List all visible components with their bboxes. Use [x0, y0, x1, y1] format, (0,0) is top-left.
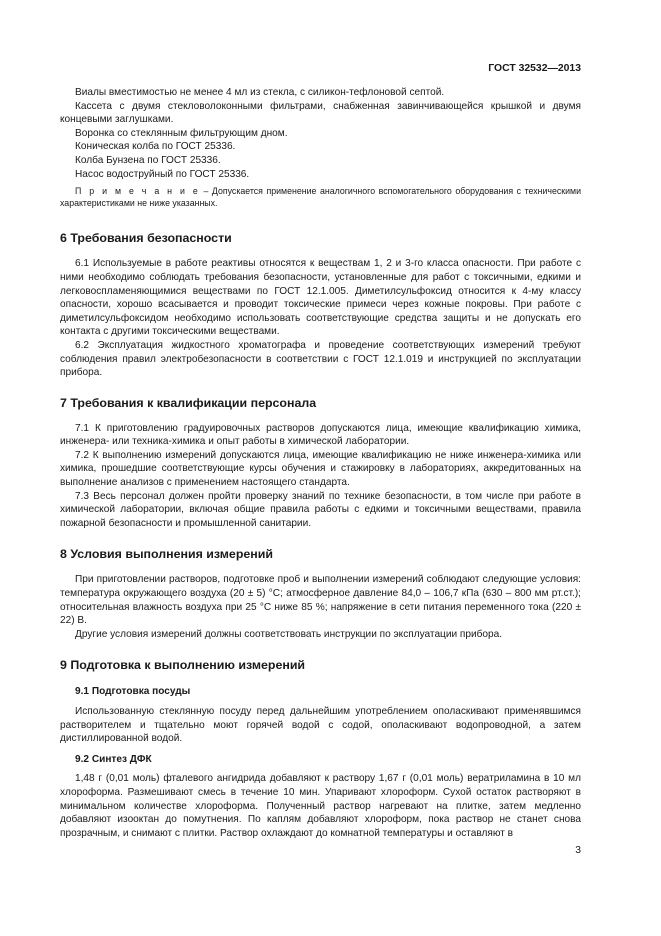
paragraph-6-2: 6.2 Эксплуатация жидкостного хроматографа и проведение соответствующих измерений требуют соблюдения правил электробезопасности в соответствии с ГОСТ 12.1.019 и инструкцией по эксплуатации прибора.	[60, 339, 581, 379]
section-6-title: 6 Требования безопасности	[60, 231, 232, 246]
section-7-title: 7 Требования к квалификации персонала	[60, 395, 317, 410]
page-number: 3	[575, 845, 581, 856]
subsection-9-1-title: 9.1 Подготовка посуды	[75, 686, 191, 698]
paragraph-6-1: 6.1 Используемые в работе реактивы относятся к веществам 1, 2 и 3-го класса опасности. При работе с ними необходимо соблюдать требования безопасности, установленные для работ с токсичными, едкими и легковоспламеняющимися веществами по ГОСТ 12.1.005. Диметилсульфоксид относится к 4-му классу опасности, хорошо всасывается и проводит токсические примеси через кожные покровы. При работе с диметилсульфоксидом необходимо использовать соответствующие средства защиты и не допускать его контакта с другими токсическими веществами.	[60, 258, 581, 338]
paragraph-8-1: При приготовлении растворов, подготовке проб и выполнении измерений соблюдают следующие условия: температура окружающего воздуха (20 ± 5) °С; атмосферное давление 84,0 – 106,7 кПа (630 – 800 мм рт.ст.); относительная влажность воздуха при 25 °С ниже 85 %; напряжение в сети питания переменного тока (220 ± 22) В.	[60, 574, 581, 627]
section-9-title: 9 Подготовка к выполнению измерений	[60, 658, 306, 673]
equipment-item: Кассета с двумя стекловолоконными фильтрами, снабженная завинчивающейся крышкой и двумя концевыми заглушками.	[60, 100, 581, 126]
paragraph-9-2: 1,48 г (0,01 моль) фталевого ангидрида добавляют к раствору 1,67 г (0,01 моль) вератриламина в 10 мл хлороформа. Размешивают смесь в течение 10 мин. Упаривают хлороформ. Сухой остаток растворяют в минимальном количестве хлороформа. Полученный раствор нагревают на плитке, затем медленно добавляют изооктан до помутнения. По каплям добавляют хлороформ, пока раствор не станет снова прозрачным, и снимают с плитки. Раствор охлаждают до комнатной температуры и оставляют в	[60, 773, 581, 839]
subsection-9-2-title: 9.2 Синтез ДФК	[75, 753, 152, 765]
paragraph-7-2: 7.2 К выполнению измерений допускаются лица, имеющие квалификацию не ниже инженера-химика или химика, прошедшие соответствующие курсы обучения и стажировку в лабораториях, аккредитованных на выполнение анализов с применением настоящего стандарта.	[60, 449, 581, 489]
equipment-item: Насос водоструйный по ГОСТ 25336.	[75, 168, 250, 180]
equipment-item: Коническая колба по ГОСТ 25336.	[75, 141, 236, 153]
paragraph-8-2: Другие условия измерений должны соответствовать инструкции по эксплуатации прибора.	[75, 628, 503, 640]
note	[60, 186, 581, 209]
equipment-item: Виалы вместимостью не менее 4 мл из стекла, с силикон-тефлоновой септой.	[75, 87, 445, 98]
paragraph-7-3: 7.3 Весь персонал должен пройти проверку знаний по технике безопасности, в том числе при работе в химической лаборатории, включая общие правила работы с едкими и токсичными веществами, правила пожарной безопасности и промышленной санитарии.	[60, 490, 581, 529]
note-text: – Допускается применение аналогичного вспомогательного оборудования с техническими характеристиками не ниже указанных.	[60, 186, 581, 208]
section-8-title: 8 Условия выполнения измерений	[60, 547, 273, 562]
page-content	[60, 86, 581, 840]
note-label: П р и м е ч а н и е	[75, 186, 200, 197]
paragraph-9-1: Использованную стеклянную посуду перед дальнейшим употреблением ополаскивают применявшимся растворителем и тщательно моют горячей водой с содой, ополаскивают водопроводной, а затем дистиллированной водой.	[60, 706, 581, 745]
equipment-item: Колба Бунзена по ГОСТ 25336.	[75, 154, 221, 166]
standard-number: ГОСТ 32532—2013	[488, 63, 581, 74]
paragraph-7-1: 7.1 К приготовлению градуировочных растворов допускаются лица, имеющие квалификацию химика, инженера- или техника-химика и опыт работы в химической лаборатории.	[60, 422, 581, 448]
equipment-item: Воронка со стеклянным фильтрующим дном.	[75, 127, 288, 139]
